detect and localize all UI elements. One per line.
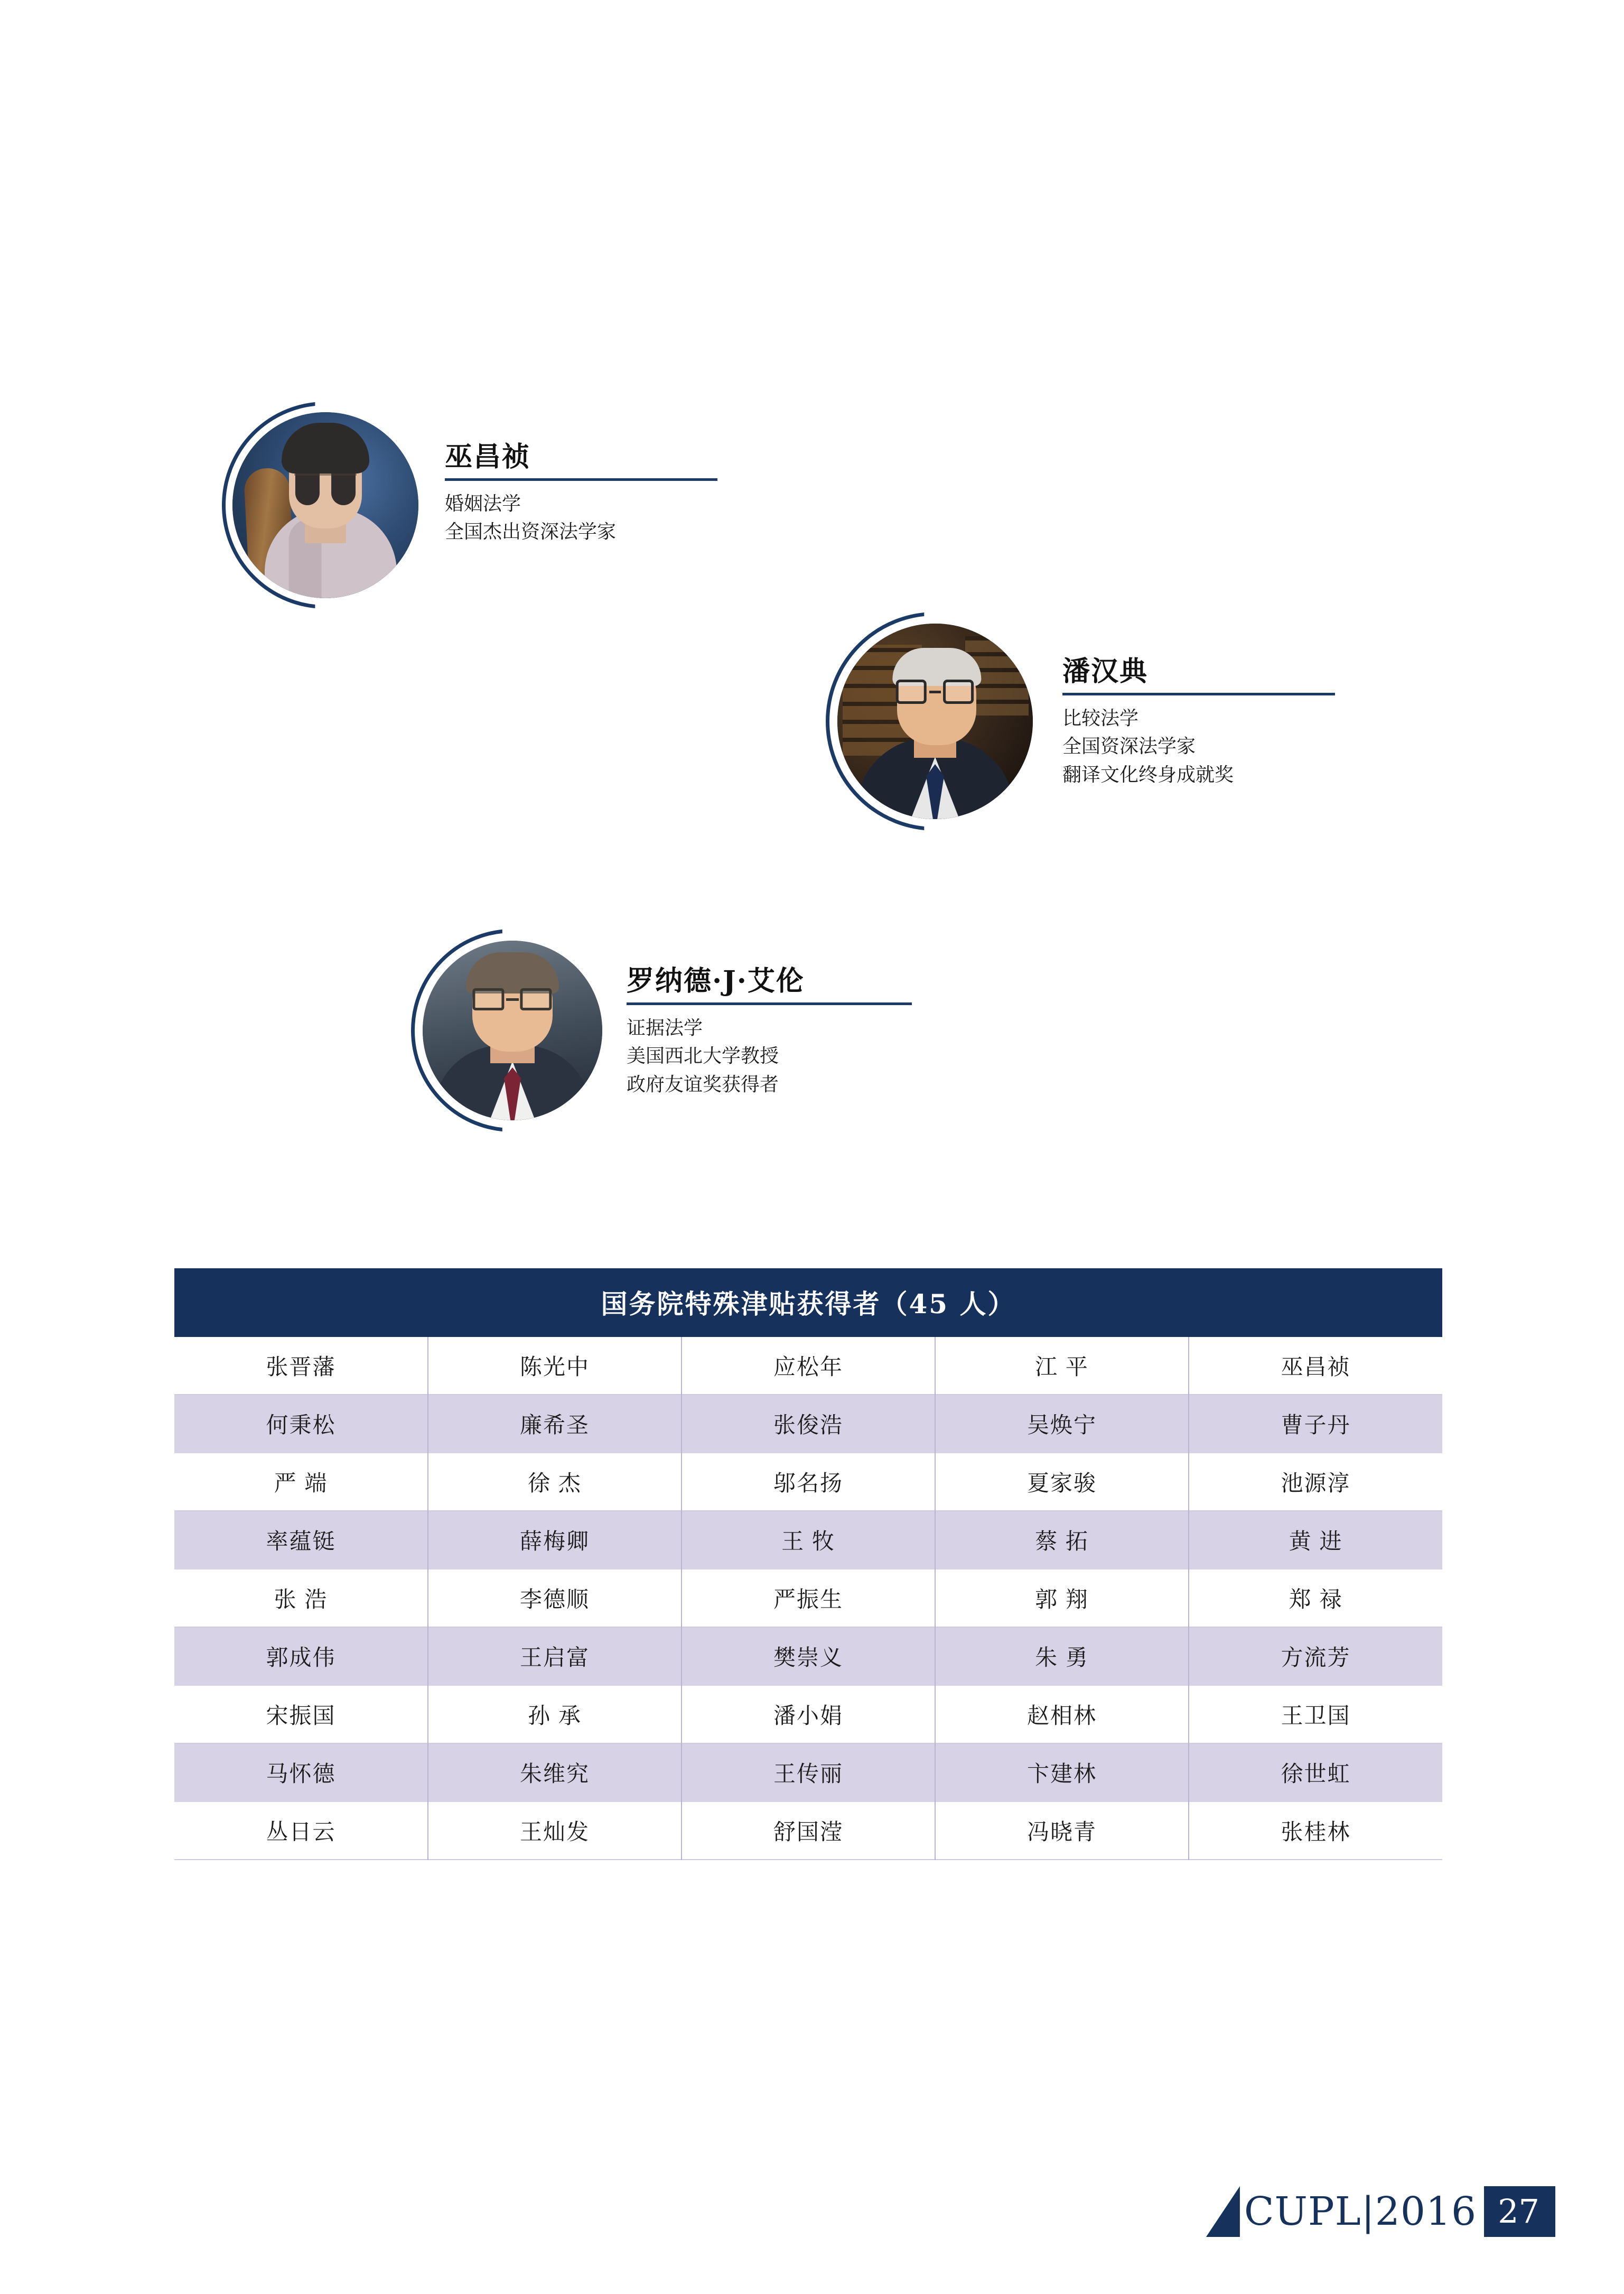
profile-name-1: 巫昌祯 [445,441,531,473]
table-cell: 张桂林 [1189,1802,1442,1860]
awards-table [174,1268,1442,1860]
profile-name-3: 罗纳德·J·艾伦 [627,965,805,997]
table-cell: 潘小娟 [682,1686,935,1744]
table-cell: 郑 禄 [1189,1569,1442,1628]
table-cell: 李德顺 [428,1569,682,1628]
table-row [174,1453,1442,1511]
profile-text-1 [445,412,717,546]
table-cell: 巫昌祯 [1189,1337,1442,1395]
table-cell: 蔡 拓 [935,1511,1189,1569]
table-cell: 张 浩 [174,1569,428,1628]
table-row [174,1686,1442,1744]
profile-line-3-3: 政府友谊奖获得者 [627,1073,779,1095]
name-underline-2 [1062,693,1335,695]
table-cell: 率蕴铤 [174,1511,428,1569]
table-cell: 舒国滢 [682,1802,935,1860]
table-cell: 赵相林 [935,1686,1189,1744]
table-cell: 应松年 [682,1337,935,1395]
table-cell: 黄 进 [1189,1511,1442,1569]
profile-line-2-3: 翻译文化终身成就奖 [1062,763,1234,785]
awards-table-wrap [174,1268,1442,1860]
awards-table-body [174,1337,1442,1860]
table-cell: 郭 翔 [935,1569,1189,1628]
table-row [174,1337,1442,1395]
table-cell: 冯晓青 [935,1802,1189,1860]
table-cell: 张晋藩 [174,1337,428,1395]
table-cell: 王 牧 [682,1511,935,1569]
table-cell: 孙 承 [428,1686,682,1744]
footer [1206,2186,1555,2237]
table-cell: 宋振国 [174,1686,428,1744]
table-cell: 邬名扬 [682,1453,935,1511]
page-number: 27 [1484,2186,1555,2237]
table-row [174,1395,1442,1453]
portrait-wrap-2 [837,624,1033,819]
table-cell: 薛梅卿 [428,1511,682,1569]
table-cell: 徐 杰 [428,1453,682,1511]
profile-line-2-2: 全国资深法学家 [1062,735,1196,757]
table-cell: 徐世虹 [1189,1744,1442,1802]
table-cell: 丛日云 [174,1802,428,1860]
table-cell: 王启富 [428,1628,682,1686]
profile-card-1 [232,412,717,598]
table-cell: 夏家骏 [935,1453,1189,1511]
table-cell: 卞建林 [935,1744,1189,1802]
table-cell: 廉希圣 [428,1395,682,1453]
table-cell: 何秉松 [174,1395,428,1453]
table-row [174,1802,1442,1860]
table-cell: 樊崇义 [682,1628,935,1686]
portrait-photo-3 [423,941,602,1120]
table-cell: 曹子丹 [1189,1395,1442,1453]
table-row [174,1569,1442,1628]
table-cell: 池源淳 [1189,1453,1442,1511]
table-cell: 严振生 [682,1569,935,1628]
profile-line-2-1: 比较法学 [1062,707,1139,729]
table-cell: 方流芳 [1189,1628,1442,1686]
name-underline-1 [445,478,717,481]
footer-triangle-icon [1206,2186,1240,2237]
table-cell: 江 平 [935,1337,1189,1395]
table-cell: 严 端 [174,1453,428,1511]
profile-text-3 [627,941,912,1098]
profile-card-2 [837,624,1335,819]
table-cell: 朱 勇 [935,1628,1189,1686]
awards-table-caption: 国务院特殊津贴获得者（45 人） [174,1268,1442,1337]
table-cell: 陈光中 [428,1337,682,1395]
profile-card-3 [423,941,912,1120]
table-cell: 王传丽 [682,1744,935,1802]
portrait-wrap-1 [232,412,418,598]
table-row [174,1511,1442,1569]
name-underline-3 [627,1002,912,1005]
table-cell: 王灿发 [428,1802,682,1860]
profile-line-3-1: 证据法学 [627,1017,703,1038]
profile-line-1-2: 全国杰出资深法学家 [445,521,617,543]
table-cell: 马怀德 [174,1744,428,1802]
profile-line-1-1: 婚姻法学 [445,493,521,514]
portrait-photo-2 [837,624,1033,819]
table-cell: 王卫国 [1189,1686,1442,1744]
table-row [174,1628,1442,1686]
profile-text-2 [1062,624,1335,788]
table-cell: 张俊浩 [682,1395,935,1453]
profile-name-2: 潘汉典 [1062,655,1149,688]
portrait-photo-1 [232,412,418,598]
profile-line-3-2: 美国西北大学教授 [627,1045,779,1067]
table-cell: 朱维究 [428,1744,682,1802]
footer-brand: CUPL|2016 [1244,2189,1477,2234]
table-row [174,1744,1442,1802]
table-cell: 郭成伟 [174,1628,428,1686]
portrait-wrap-3 [423,941,602,1120]
table-cell: 吴焕宁 [935,1395,1189,1453]
